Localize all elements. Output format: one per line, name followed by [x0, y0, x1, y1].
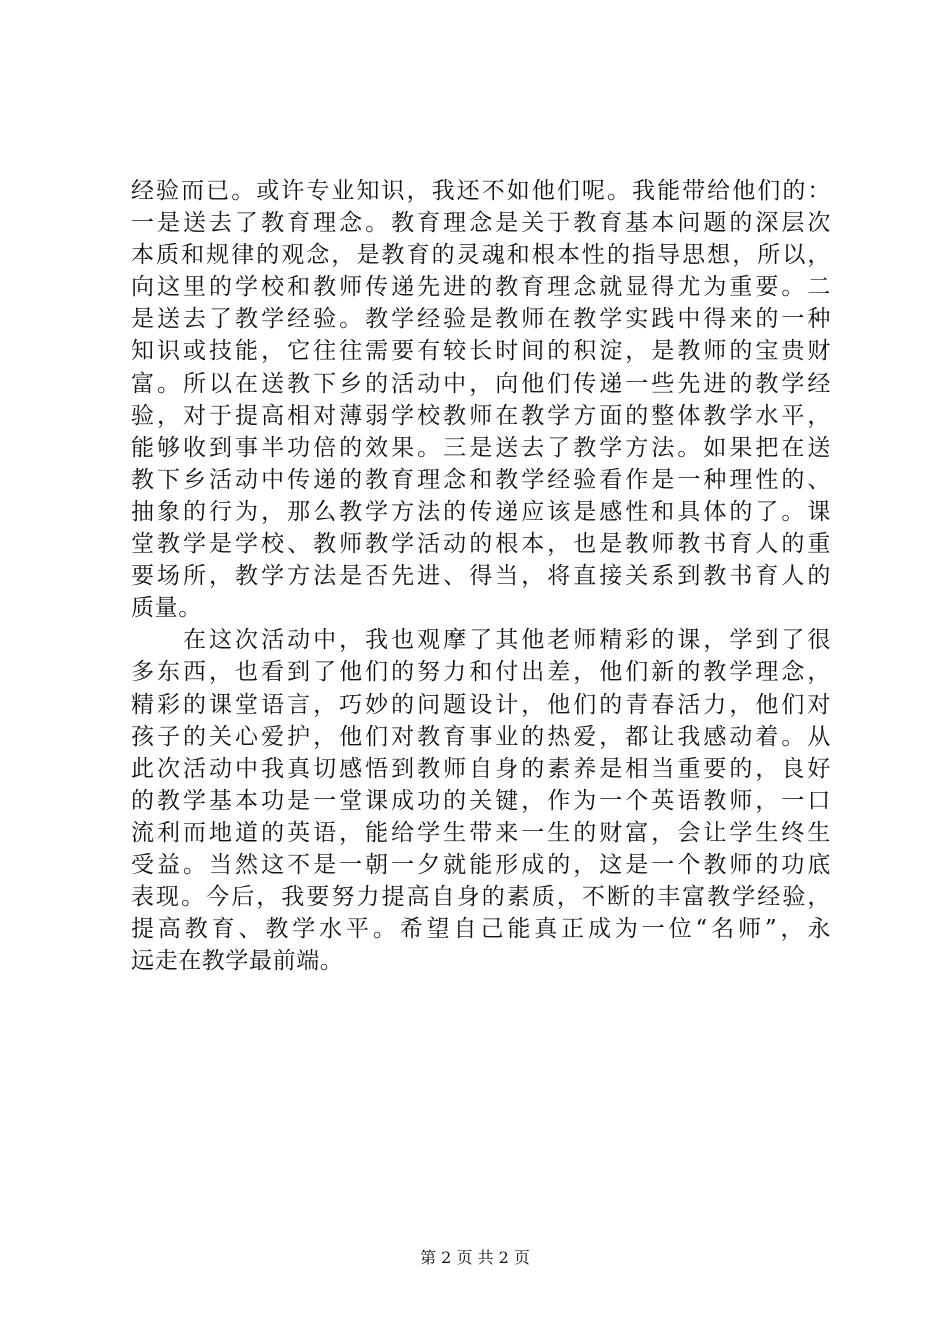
text-line: 的教学基本功是一堂课成功的关键，作为一个英语教师，一口 — [131, 787, 831, 814]
text-line: 本质和规律的观念，是教育的灵魂和根本性的指导思想，所以， — [131, 242, 831, 269]
text-line: 富。所以在送教下乡的活动中，向他们传递一些先进的教学经 — [131, 370, 831, 397]
text-line: 知识或技能，它往往需要有较长时间的积淀，是教师的宝贵财 — [131, 338, 831, 365]
text-line: 提高教育、教学水平。希望自己能真正成为一位“名师”，永 — [131, 916, 831, 943]
text-line: 能够收到事半功倍的效果。三是送去了教学方法。如果把在送 — [131, 434, 831, 461]
text-line: 抽象的行为，那么教学方法的传递应该是感性和具体的了。课 — [131, 498, 831, 525]
text-line: 教下乡活动中传递的教育理念和教学经验看作是一种理性的、 — [131, 466, 831, 493]
text-line: 要场所，教学方法是否先进、得当，将直接关系到教书育人的 — [131, 563, 831, 590]
text-line: 向这里的学校和教师传递先进的教育理念就显得尤为重要。二 — [131, 274, 831, 301]
page-footer: 第 2 页 共 2 页 — [420, 1248, 530, 1267]
text-line: 验，对于提高相对薄弱学校教师在教学方面的整体教学水平， — [131, 402, 831, 429]
text-line: 孩子的关心爱护，他们对教育事业的热爱，都让我感动着。从 — [131, 723, 831, 750]
text-line: 远走在教学最前端。 — [131, 948, 344, 975]
text-line: 流利而地道的英语，能给学生带来一生的财富，会让学生终生 — [131, 819, 831, 846]
text-line: 是送去了教学经验。教学经验是教师在教学实践中得来的一种 — [131, 306, 831, 333]
text-line: 一是送去了教育理念。教育理念是关于教育基本问题的深层次 — [131, 210, 831, 237]
text-line: 此次活动中我真切感悟到教师自身的素养是相当重要的，良好 — [131, 755, 831, 782]
body-text — [131, 175, 831, 977]
text-line: 多东西，也看到了他们的努力和付出差，他们新的教学理念， — [131, 659, 831, 686]
text-line: 精彩的课堂语言，巧妙的问题设计，他们的青春活力，他们对 — [131, 691, 831, 718]
text-line: 受益。当然这不是一朝一夕就能形成的，这是一个教师的功底 — [131, 851, 831, 878]
text-line: 质量。 — [131, 595, 202, 622]
text-line: 表现。今后，我要努力提高自身的素质，不断的丰富教学经验， — [131, 884, 831, 911]
text-line: 经验而已。或许专业知识，我还不如他们呢。我能带给他们的： — [131, 178, 831, 204]
text-line: 在这次活动中，我也观摩了其他老师精彩的课，学到了很 — [131, 627, 831, 654]
text-line: 堂教学是学校、教师教学活动的根本，也是教师教书育人的重 — [131, 531, 831, 558]
